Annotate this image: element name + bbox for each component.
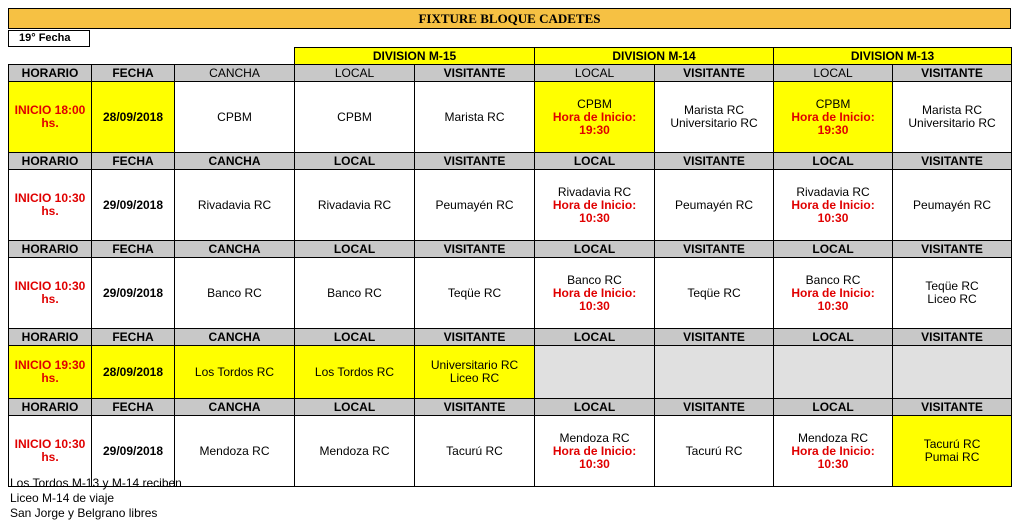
col-local: LOCAL <box>774 153 893 170</box>
col-local: LOCAL <box>774 399 893 416</box>
col-horario: HORARIO <box>9 399 92 416</box>
visitante-team: Pumai RC <box>924 450 980 464</box>
m13-local-cell <box>774 416 893 487</box>
hora-label: Hora de Inicio: <box>552 285 637 300</box>
division-m14: DIVISION M-14 <box>535 48 774 65</box>
empty-cell <box>774 346 893 399</box>
hora-label: Hora de Inicio: <box>791 109 875 124</box>
visitante-team: Tacurú RC <box>923 437 981 451</box>
m13-visitante-cell <box>893 258 1012 329</box>
hora-label: Hora de Inicio: <box>791 443 875 458</box>
m15-visitante-cell: Peumayén RC <box>415 170 535 241</box>
m13-visitante-cell <box>893 416 1012 487</box>
column-header-row <box>9 153 1012 170</box>
col-visitante: VISITANTE <box>893 399 1012 416</box>
fecha-cell: 28/09/2018 <box>92 346 175 399</box>
m14-visitante-cell: Tacurú RC <box>655 416 774 487</box>
division-m15: DIVISION M-15 <box>295 48 535 65</box>
fecha-label: 19° Fecha <box>8 30 90 47</box>
m13-local-team: CPBM <box>815 96 851 111</box>
fecha-cell: 29/09/2018 <box>92 416 175 487</box>
visitante-team: Universitario RC <box>430 358 519 372</box>
note-line: Los Tordos M-13 y M-14 reciben <box>10 476 182 490</box>
m14-local-team: Mendoza RC <box>559 430 630 445</box>
visitante-team: Universitario RC <box>670 116 758 130</box>
col-local: LOCAL <box>535 65 655 82</box>
m15-visitante-cell <box>415 346 535 399</box>
visitante-team: Universitario RC <box>908 116 996 130</box>
col-local: LOCAL <box>535 241 655 258</box>
m14-local-cell <box>535 82 655 153</box>
hora-label: Hora de Inicio: <box>552 197 637 212</box>
col-cancha: CANCHA <box>175 153 295 170</box>
col-local: LOCAL <box>535 399 655 416</box>
hora-value: 10:30 <box>817 210 849 225</box>
column-header-row <box>9 241 1012 258</box>
hora-label: Hora de Inicio: <box>791 285 875 300</box>
fecha-cell: 28/09/2018 <box>92 82 175 153</box>
m13-local-team: Banco RC <box>805 272 861 287</box>
col-visitante: VISITANTE <box>415 153 535 170</box>
m14-visitante-cell: Teqüe RC <box>655 258 774 329</box>
hora-value: 10:30 <box>817 298 849 313</box>
col-visitante: VISITANTE <box>415 241 535 258</box>
col-visitante: VISITANTE <box>415 65 535 82</box>
m15-visitante-cell: Marista RC <box>415 82 535 153</box>
m15-local-cell: CPBM <box>295 82 415 153</box>
hora-value: 19:30 <box>579 122 610 137</box>
cancha-cell: CPBM <box>175 82 295 153</box>
fecha-cell: 29/09/2018 <box>92 170 175 241</box>
col-local: LOCAL <box>295 399 415 416</box>
cancha-cell: Mendoza RC <box>175 416 295 487</box>
cancha-cell: Los Tordos RC <box>175 346 295 399</box>
hora-value: 10:30 <box>579 456 610 471</box>
m13-visitante-cell <box>893 82 1012 153</box>
table-row <box>9 170 1012 241</box>
col-horario: HORARIO <box>9 65 92 82</box>
col-visitante: VISITANTE <box>655 241 774 258</box>
m13-local-team: Mendoza RC <box>798 430 869 445</box>
table-row <box>9 346 1012 399</box>
m14-local-team: Rivadavia RC <box>557 184 632 199</box>
horario-cell: INICIO 10:30 hs. <box>9 170 92 241</box>
m13-local-cell <box>774 82 893 153</box>
m15-visitante-cell: Tacurú RC <box>415 416 535 487</box>
visitante-team: Liceo RC <box>449 371 500 385</box>
col-visitante: VISITANTE <box>655 65 774 82</box>
m14-local-cell <box>535 170 655 241</box>
table-row <box>9 258 1012 329</box>
col-fecha: FECHA <box>92 153 175 170</box>
m13-local-cell <box>774 170 893 241</box>
note-line: Liceo M-14 de viaje <box>10 491 115 505</box>
column-header-row <box>9 399 1012 416</box>
hora-value: 10:30 <box>579 298 610 313</box>
col-local: LOCAL <box>295 65 415 82</box>
col-visitante: VISITANTE <box>893 65 1012 82</box>
col-visitante: VISITANTE <box>655 153 774 170</box>
empty-cell <box>535 346 655 399</box>
column-header-row <box>9 65 1012 82</box>
col-cancha: CANCHA <box>175 65 295 82</box>
division-header-row <box>9 48 1012 65</box>
m14-local-team: CPBM <box>577 96 612 111</box>
col-horario: HORARIO <box>9 153 92 170</box>
m13-local-cell <box>774 258 893 329</box>
empty-cell <box>655 346 774 399</box>
column-header-row <box>9 329 1012 346</box>
col-visitante: VISITANTE <box>655 399 774 416</box>
m15-local-cell: Mendoza RC <box>295 416 415 487</box>
col-local: LOCAL <box>535 153 655 170</box>
fixture-title: FIXTURE BLOQUE CADETES <box>8 8 1011 29</box>
col-cancha: CANCHA <box>175 329 295 346</box>
col-horario: HORARIO <box>9 329 92 346</box>
fecha-cell: 29/09/2018 <box>92 258 175 329</box>
m15-local-cell: Banco RC <box>295 258 415 329</box>
col-local: LOCAL <box>295 241 415 258</box>
col-fecha: FECHA <box>92 329 175 346</box>
cancha-cell: Rivadavia RC <box>175 170 295 241</box>
col-visitante: VISITANTE <box>415 399 535 416</box>
cancha-cell: Banco RC <box>175 258 295 329</box>
hora-label: Hora de Inicio: <box>552 109 637 124</box>
visitante-team: Marista RC <box>922 103 983 117</box>
hora-label: Hora de Inicio: <box>791 197 875 212</box>
col-horario: HORARIO <box>9 241 92 258</box>
m14-visitante-cell <box>655 82 774 153</box>
empty-cell <box>893 346 1012 399</box>
note-line: San Jorge y Belgrano libres <box>10 506 158 520</box>
col-visitante: VISITANTE <box>415 329 535 346</box>
fixture-table <box>8 47 1012 487</box>
horario-cell: INICIO 18:00 hs. <box>9 82 92 153</box>
horario-cell: INICIO 19:30 hs. <box>9 346 92 399</box>
col-local: LOCAL <box>295 153 415 170</box>
visitante-team: Liceo RC <box>927 292 977 306</box>
m13-local-team: Rivadavia RC <box>796 184 870 199</box>
m15-local-cell: Rivadavia RC <box>295 170 415 241</box>
m14-local-cell <box>535 258 655 329</box>
m15-visitante-cell: Teqüe RC <box>415 258 535 329</box>
horario-cell: INICIO 10:30 hs. <box>9 258 92 329</box>
col-cancha: CANCHA <box>175 399 295 416</box>
m15-local-cell: Los Tordos RC <box>295 346 415 399</box>
notes <box>10 476 182 521</box>
m14-local-cell <box>535 416 655 487</box>
col-visitante: VISITANTE <box>893 153 1012 170</box>
hora-value: 10:30 <box>817 456 849 471</box>
visitante-team: Marista RC <box>684 103 745 117</box>
m14-visitante-cell: Peumayén RC <box>655 170 774 241</box>
col-fecha: FECHA <box>92 241 175 258</box>
col-fecha: FECHA <box>92 65 175 82</box>
col-local: LOCAL <box>295 329 415 346</box>
col-fecha: FECHA <box>92 399 175 416</box>
col-local: LOCAL <box>774 241 893 258</box>
hora-value: 10:30 <box>579 210 610 225</box>
hora-label: Hora de Inicio: <box>552 443 637 458</box>
hora-value: 19:30 <box>817 122 849 137</box>
col-cancha: CANCHA <box>175 241 295 258</box>
visitante-team: Teqüe RC <box>925 279 979 293</box>
col-visitante: VISITANTE <box>893 329 1012 346</box>
m13-visitante-cell: Peumayén RC <box>893 170 1012 241</box>
m14-local-team: Banco RC <box>567 272 622 287</box>
col-local: LOCAL <box>774 65 893 82</box>
division-m13: DIVISION M-13 <box>774 48 1012 65</box>
table-row <box>9 82 1012 153</box>
col-local: LOCAL <box>774 329 893 346</box>
col-visitante: VISITANTE <box>893 241 1012 258</box>
horario-cell: INICIO 10:30 hs. <box>9 416 92 487</box>
col-local: LOCAL <box>535 329 655 346</box>
col-visitante: VISITANTE <box>655 329 774 346</box>
